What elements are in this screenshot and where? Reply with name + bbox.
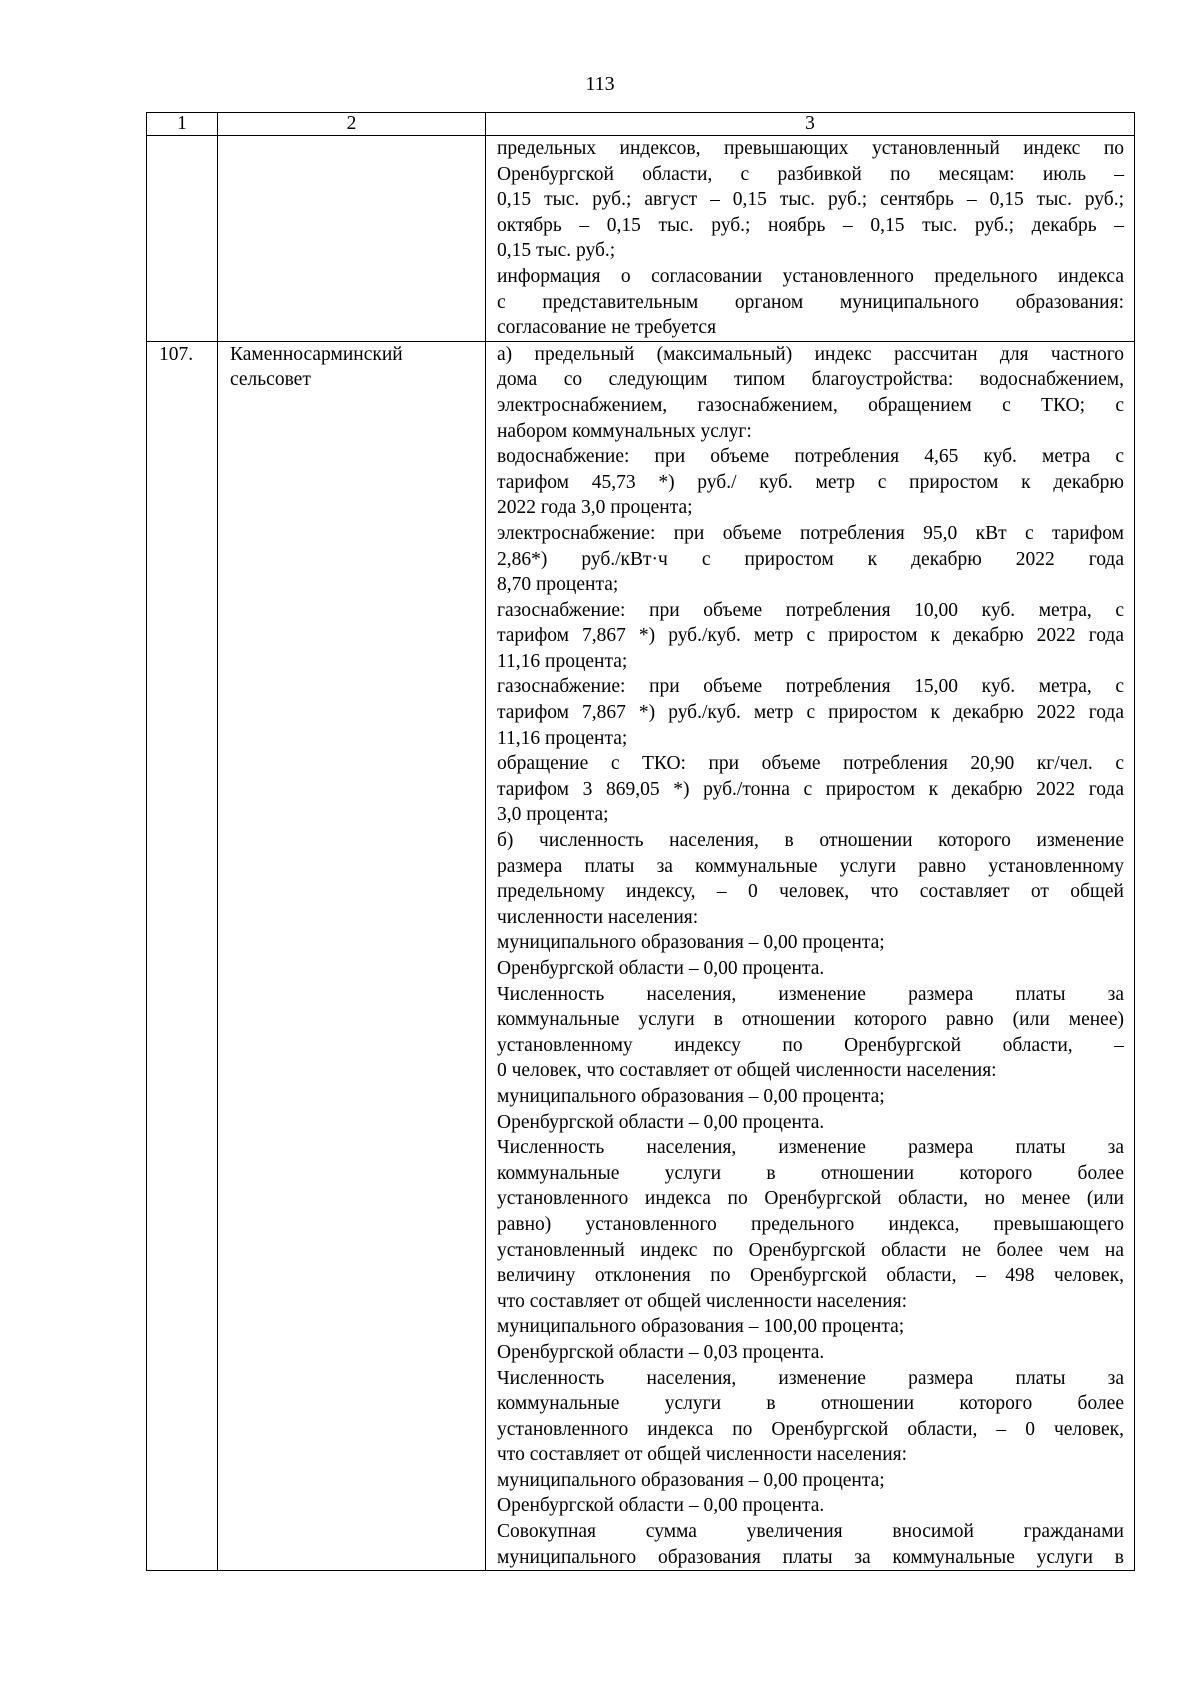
text-line: 0 человек, что составляет от общей численности населения: [497,1060,997,1082]
text-line: Оренбургской области, с разбивкой по месяцам: июль – [497,163,1124,185]
text-line: равно) установленного предельного индекса, превышающего [497,1213,1124,1235]
text-line: муниципального образования платы за коммунальные услуги в [497,1546,1124,1568]
text-line: Оренбургской области – 0,00 процента. [497,958,825,979]
text-line: согласование не требуется [497,317,717,339]
text-line: Численность населения, изменение размера платы за [497,983,1124,1005]
text-line: тарифом 45,73 *) руб./ куб. метр с приростом к декабрю [497,471,1124,493]
text-line: установленного индекса по Оренбургской области, – 0 человек, [497,1418,1124,1440]
text-line: тарифом 3 869,05 *) руб./тонна с приростом к декабрю 2022 года [497,778,1124,800]
row-number: 107. [147,341,218,1571]
text-line: 11,16 процента; [497,650,628,672]
table-header-row [147,113,1135,136]
text-line: коммунальные услуги в отношении которого более [497,1162,1124,1184]
text-line: с представительным органом муниципального образования: [497,291,1124,313]
text-line: Численность населения, изменение размера платы за [497,1137,1124,1159]
organization-name-line: сельсовет [230,369,311,391]
text-line: 0,15 тыс. руб.; [497,240,616,262]
continuation-row [147,136,1135,342]
text-line: что составляет от общей численности населения: [497,1444,908,1466]
text-line: численности населения: [497,906,699,928]
text-line: предельных индексов, превышающих установленный индекс по [497,138,1124,159]
continuation-org-cell [218,136,486,342]
header-cell-2: 2 [218,113,486,136]
document-table [146,112,1135,1571]
organization-name-line: Каменносарминский [230,343,403,365]
text-line: муниципального образования – 100,00 процента; [497,1316,905,1338]
text-line: водоснабжение: при объеме потребления 4,65 куб. метра с [497,446,1124,468]
text-line: величину отклонения по Оренбургской области, – 498 человек, [497,1265,1124,1287]
text-line: б) численность населения, в отношении которого изменение [497,830,1124,852]
text-line: информация о согласовании установленного предельного индекса [497,265,1124,287]
text-line: а) предельный (максимальный) индекс рассчитан для частного [497,343,1124,365]
text-line: муниципального образования – 0,00 процента; [497,1085,885,1107]
text-line: Численность населения, изменение размера платы за [497,1367,1124,1389]
text-line: тарифом 7,867 *) руб./куб. метр с приростом к декабрю 2022 года [497,702,1124,724]
text-line: газоснабжение: при объеме потребления 10,00 куб. метра, с [497,599,1124,621]
text-line: коммунальные услуги в отношении которого равно (или менее) [497,1009,1124,1031]
text-line: Совокупная сумма увеличения вносимой гражданами [497,1521,1124,1543]
text-line: 0,15 тыс. руб.; август – 0,15 тыс. руб.; сентябрь – 0,15 тыс. руб.; [497,189,1124,211]
text-line: набором коммунальных услуг: [497,420,752,442]
text-line: электроснабжением, газоснабжением, обращением с ТКО; с [497,394,1124,416]
table-row [147,341,1135,1571]
header-cell-3: 3 [486,113,1135,136]
page-number: 113 [585,73,615,95]
row-description-cell [486,341,1135,1571]
text-line: Оренбургской области – 0,03 процента. [497,1341,825,1363]
text-line: электроснабжение: при объеме потребления 95,0 кВт с тарифом [497,522,1124,544]
text-line: муниципального образования – 0,00 процента; [497,1469,885,1491]
text-line: размера платы за коммунальные услуги равно установленному [497,855,1124,877]
text-line: Оренбургской области – 0,00 процента. [497,1111,825,1133]
continuation-description-cell [486,136,1135,342]
text-line: обращение с ТКО: при объеме потребления 20,90 кг/чел. с [497,753,1124,775]
text-line: коммунальные услуги в отношении которого более [497,1393,1124,1415]
text-line: 3,0 процента; [497,804,609,826]
text-line: установленному индексу по Оренбургской области, – [497,1034,1124,1056]
text-line: тарифом 7,867 *) руб./куб. метр с приростом к декабрю 2022 года [497,625,1124,647]
text-line: октябрь – 0,15 тыс. руб.; ноябрь – 0,15 тыс. руб.; декабрь – [497,214,1124,236]
organization-name [218,341,486,1571]
continuation-number-cell [147,136,218,342]
text-line: установленного индекса по Оренбургской области, но менее (или [497,1188,1124,1210]
text-line: 2022 года 3,0 процента; [497,497,693,519]
text-line: дома со следующим типом благоустройства: водоснабжением, [497,369,1124,391]
text-line: установленный индекс по Оренбургской области не более чем на [497,1239,1124,1261]
text-line: 2,86*) руб./кВт·ч с приростом к декабрю 2022 года [497,548,1124,570]
text-line: 8,70 процента; [497,574,619,596]
text-line: что составляет от общей численности населения: [497,1290,908,1312]
text-line: муниципального образования – 0,00 процента; [497,932,885,954]
header-cell-1: 1 [147,113,218,136]
text-line: Оренбургской области – 0,00 процента. [497,1495,825,1517]
text-line: 11,16 процента; [497,727,628,749]
text-line: газоснабжение: при объеме потребления 15,00 куб. метра, с [497,676,1124,698]
text-line: предельному индексу, – 0 человек, что составляет от общей [497,881,1124,903]
